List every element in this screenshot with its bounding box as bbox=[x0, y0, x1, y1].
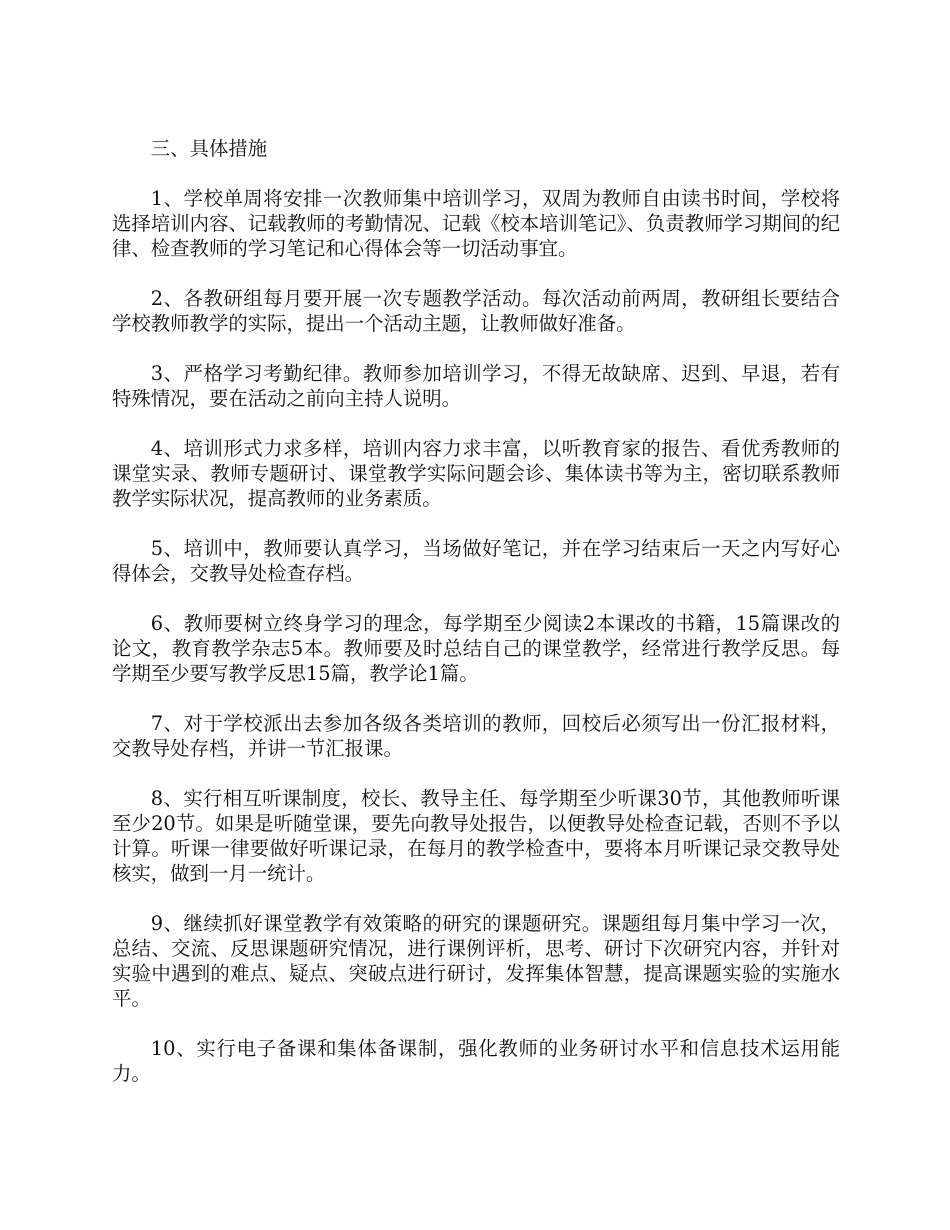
section-title: 三、具体措施 bbox=[150, 137, 268, 160]
document-page bbox=[112, 136, 840, 1111]
measure-paragraph-4: 4、培训形式力求多样，培训内容力求丰富，以听教育家的报告、看优秀教师的课堂实录、教师专题研讨、课堂教学实际问题会诊、集体读书等为主，密切联系教师教学实际状况，提高教师的业务素质。 bbox=[112, 437, 840, 510]
measure-paragraph-3: 3、严格学习考勤纪律。教师参加培训学习，不得无故缺席、迟到、早退，若有特殊情况，要在活动之前向主持人说明。 bbox=[112, 362, 840, 410]
measure-paragraph-9: 9、继续抓好课堂教学有效策略的研究的课题研究。课题组每月集中学习一次，总结、交流、反思课题研究情况，进行课例评析，思考、研讨下次研究内容，并针对实验中遇到的难点、疑点、突破点进行研讨，发挥集体智慧，提高课题实验的实施水平。 bbox=[112, 912, 840, 1010]
measure-paragraph-2: 2、各教研组每月要开展一次专题教学活动。每次活动前两周，教研组长要结合学校教师教学的实际，提出一个活动主题，让教师做好准备。 bbox=[112, 287, 840, 335]
measure-paragraph-1: 1、学校单周将安排一次教师集中培训学习，双周为教师自由读书时间，学校将选择培训内容、记载教师的考勤情况、记载《校本培训笔记》、负责教师学习期间的纪律、检查教师的学习笔记和心得体会等一切活动事宜。 bbox=[112, 187, 840, 260]
measure-paragraph-7: 7、对于学校派出去参加各级各类培训的教师，回校后必须写出一份汇报材料，交教导处存档，并讲一节汇报课。 bbox=[112, 712, 840, 760]
measure-paragraph-6: 6、教师要树立终身学习的理念，每学期至少阅读2本课改的书籍，15篇课改的论文，教育教学杂志5本。教师要及时总结自己的课堂教学，经常进行教学反思。每学期至少要写教学反思15篇，教学论1篇。 bbox=[112, 612, 840, 685]
measure-paragraph-5: 5、培训中，教师要认真学习，当场做好笔记，并在学习结束后一天之内写好心得体会，交教导处检查存档。 bbox=[112, 537, 840, 585]
measure-paragraph-10: 10、实行电子备课和集体备课制，强化教师的业务研讨水平和信息技术运用能力。 bbox=[112, 1037, 840, 1085]
measure-paragraph-8: 8、实行相互听课制度，校长、教导主任、每学期至少听课30节，其他教师听课至少20节。如果是听随堂课，要先向教导处报告，以便教导处检查记载，否则不予以计算。听课一律要做好听课记录，在每月的教学检查中，要将本月听课记录交教导处核实，做到一月一统计。 bbox=[112, 787, 840, 885]
